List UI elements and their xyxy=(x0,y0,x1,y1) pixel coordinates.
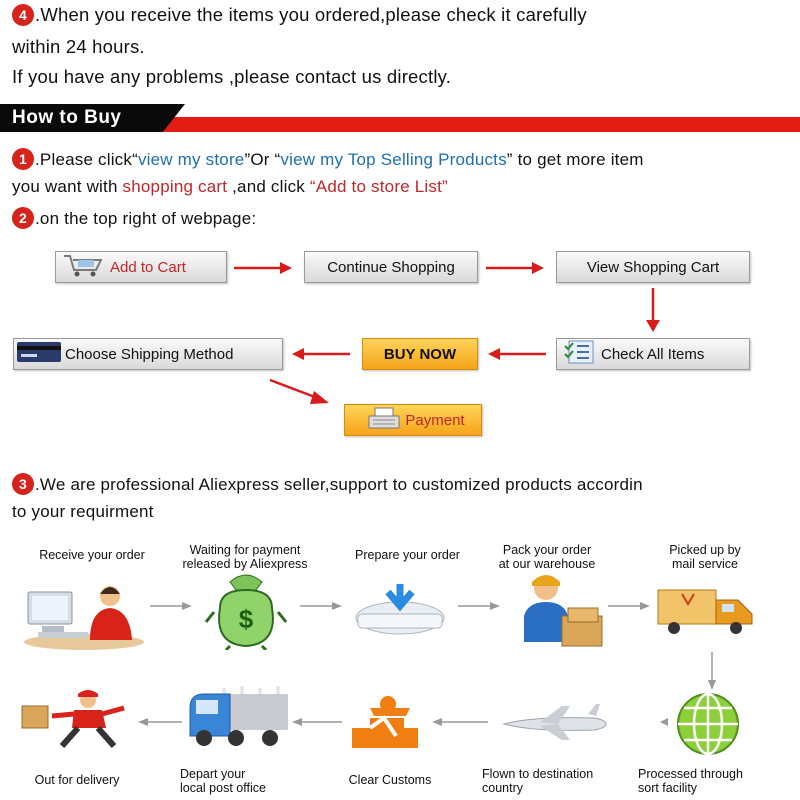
step-number-badge: 2 xyxy=(12,207,34,229)
arrow-right-icon xyxy=(484,260,546,276)
step-number-badge: 3 xyxy=(12,473,34,495)
arrow-diagonal-icon xyxy=(268,378,332,408)
step2-text: .on the top right of webpage: xyxy=(35,209,257,228)
shipping-step-label: Clear Customs xyxy=(348,773,432,787)
shipping-step-label: Receive your order xyxy=(39,548,145,562)
payment-button[interactable] xyxy=(344,404,482,436)
cash-register-icon xyxy=(367,406,401,434)
step3-line-1 xyxy=(12,473,643,495)
arrow-left-icon xyxy=(290,716,344,728)
shipping-step-label: Depart your local post office xyxy=(180,767,266,795)
add-to-store-list-text: “Add to store List” xyxy=(309,177,448,196)
step-number-badge: 1 xyxy=(12,148,34,170)
step2-line xyxy=(12,207,256,229)
view-shopping-cart-button[interactable]: View Shopping Cart xyxy=(556,251,750,283)
view-my-store-link[interactable]: view my store xyxy=(137,150,245,169)
how-to-buy-banner xyxy=(0,104,800,132)
money-bag-icon xyxy=(200,568,292,650)
banner-title: How to Buy xyxy=(12,107,122,128)
check-all-items-button[interactable] xyxy=(556,338,750,370)
step1-line-1 xyxy=(12,148,644,170)
step1-text: ” to get more item xyxy=(506,150,644,169)
arrow-right-icon xyxy=(232,260,294,276)
arrow-left-icon xyxy=(136,716,184,728)
worker-boxes-icon xyxy=(512,572,612,650)
customs-icon xyxy=(348,694,422,752)
choose-shipping-label: Choose Shipping Method xyxy=(65,345,234,363)
step1-text: you want with xyxy=(12,177,123,196)
choose-shipping-method-button[interactable] xyxy=(13,338,283,370)
step-number-badge: 4 xyxy=(12,4,34,26)
notice-text-1: .When you receive the items you ordered,please check it carefully xyxy=(35,4,587,25)
computer-person-icon xyxy=(18,580,150,652)
step1-text: ,and click xyxy=(227,177,310,196)
shopping-cart-text: shopping cart xyxy=(122,177,228,196)
arrow-left-icon xyxy=(290,346,352,362)
step1-text: .Please click“ xyxy=(35,150,138,169)
svg-text:$: $ xyxy=(238,604,254,634)
arrow-right-icon xyxy=(148,600,194,612)
arrow-down-icon xyxy=(706,650,718,692)
top-selling-link[interactable]: view my Top Selling Products xyxy=(280,150,507,169)
check-all-items-label: Check All Items xyxy=(601,345,705,363)
arrow-left-icon xyxy=(658,716,670,728)
step3-text-2: to your requirment xyxy=(12,502,154,521)
checklist-icon xyxy=(563,339,597,369)
step1-text: ”Or “ xyxy=(244,150,281,169)
buy-now-button[interactable]: BUY NOW xyxy=(362,338,478,370)
arrow-left-icon xyxy=(430,716,490,728)
notice-text-3: If you have any problems ,please contact us directly. xyxy=(12,66,452,87)
credit-card-icon xyxy=(16,340,62,368)
banner-red-bar xyxy=(150,117,800,132)
shipping-step-label: Pack your order at our warehouse xyxy=(498,543,596,571)
shipping-step-label: Out for delivery xyxy=(34,773,120,787)
shipping-step-label: Prepare your order xyxy=(355,548,460,562)
shipping-step-label: Flown to destination country xyxy=(482,767,594,795)
arrow-right-icon xyxy=(298,600,344,612)
courier-icon xyxy=(18,690,136,752)
shipping-step-label: Processed through sort facility xyxy=(638,767,743,795)
shipping-step-label: Picked up by mail service xyxy=(669,543,741,571)
van-icon xyxy=(184,684,292,754)
arrow-right-icon xyxy=(456,600,502,612)
airplane-icon xyxy=(500,702,610,742)
step1-line-2 xyxy=(12,177,448,197)
arrow-right-icon xyxy=(606,600,652,612)
scanner-icon xyxy=(352,580,448,638)
step3-text-1: .We are professional Aliexpress seller,support to customized products accordin xyxy=(35,475,643,494)
notice-line-1 xyxy=(12,4,587,26)
arrow-down-icon xyxy=(644,286,662,334)
payment-label: Payment xyxy=(405,411,465,429)
continue-shopping-button[interactable]: Continue Shopping xyxy=(304,251,478,283)
globe-icon xyxy=(666,692,750,756)
add-to-cart-button[interactable] xyxy=(55,251,227,283)
shipping-step-label: Waiting for payment released by Aliexpress xyxy=(182,543,308,571)
add-to-cart-label: Add to Cart xyxy=(110,258,186,276)
cart-icon xyxy=(62,252,106,282)
arrow-left-icon xyxy=(486,346,548,362)
truck-icon xyxy=(652,584,756,636)
notice-text-2: within 24 hours. xyxy=(12,36,145,57)
